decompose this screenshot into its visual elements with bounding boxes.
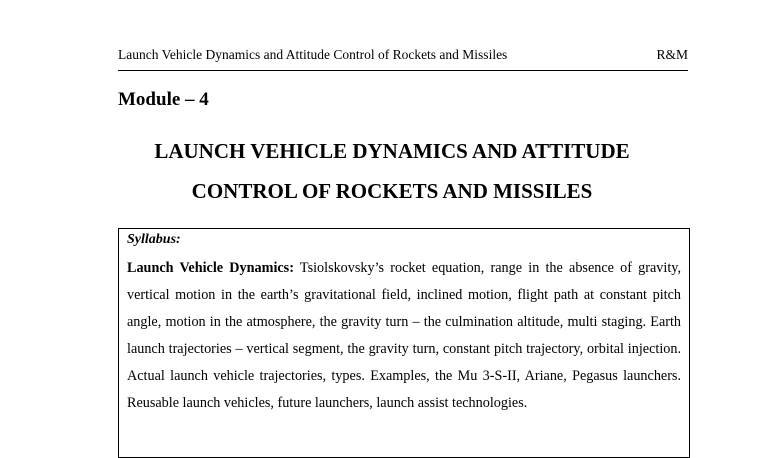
page-header xyxy=(118,46,688,71)
title-line-1: LAUNCH VEHICLE DYNAMICS AND ATTITUDE xyxy=(154,139,630,163)
syllabus-box xyxy=(118,228,690,458)
header-title: Launch Vehicle Dynamics and Attitude Control of Rockets and Missiles xyxy=(118,47,508,62)
syllabus-body: Tsiolskovsky’s rocket equation, range in the absence of gravity, vertical motion in the earth’s gravitational field, inclined motion, flight path at constant pitch angle, motion in the atmosphere, the gravity turn – the culmination altitude, multi staging. Earth launch trajectories – vertical segment, the gravity turn, constant pitch trajectory, orbital injection. Actual launch vehicle trajectories, types. Examples, the Mu 3-S-II, Ariane, Pegasus launchers. Reusable launch vehicles, future launchers, launch assist technologies. xyxy=(127,260,681,411)
title-line-2: CONTROL OF ROCKETS AND MISSILES xyxy=(191,179,593,203)
syllabus-lead: Launch Vehicle Dynamics: xyxy=(127,260,294,276)
syllabus-label: Syllabus: xyxy=(127,232,181,247)
header-right-label: R&M xyxy=(656,47,688,62)
module-heading: Module – 4 xyxy=(118,89,209,110)
syllabus-paragraph xyxy=(127,255,681,417)
